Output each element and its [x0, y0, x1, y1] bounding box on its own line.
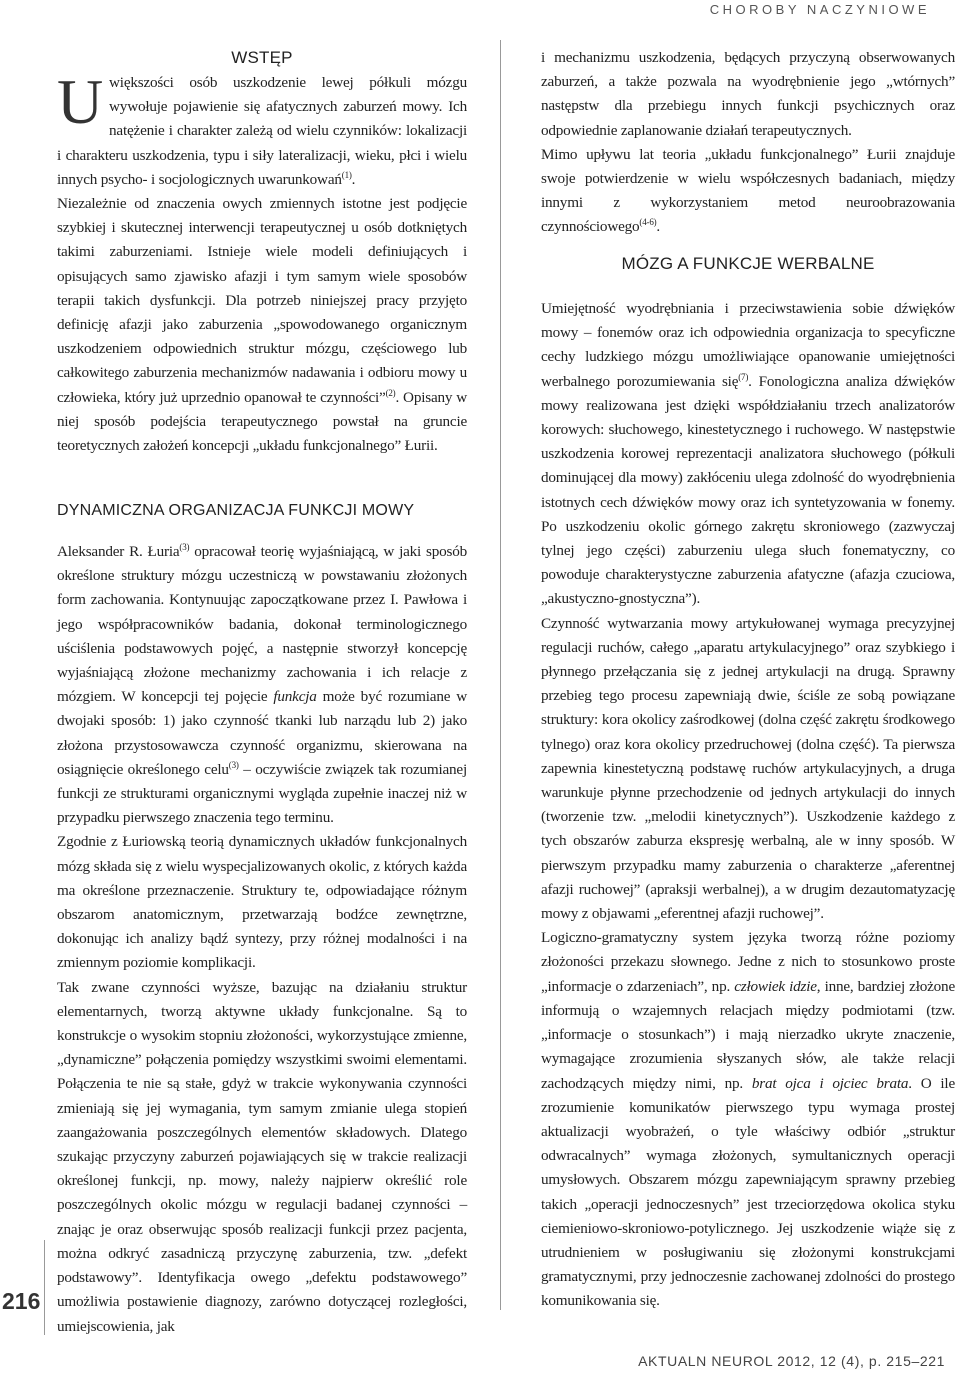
- continued-text: [541, 46, 955, 240]
- paragraph: Umiejętność wyodrębniania i przeciwstawienia sobie dźwięków mowy – fonemów oraz ich odpowiednia organizacja to specyficzne cechy ludzkiego mózgu umożliwiające opanowanie umiejętności werbalnego porozumiewania się$^{(7)}$. Fonologiczna analiza dźwięków mowy realizowana jest dzięki współdziałaniu trzech analizatorów korowych: słuchowego, kinestetycznego i ruchowego. W następstwie uszkodzenia korowej reprezentacji analizatora słuchowego (półkuli dominującej dla mowy) zakłóceniu ulega zdolność do wyodrębnienia istotnych cech dźwięków mowy oraz ich syntetyzowania w fonemy. Po uszkodzeniu okolic górnego zakrętu skroniowego (zazwyczaj tylnej jego części) zaburzeniu ulega słuch fonematyczny, co powoduje charakterystyczne zaburzenia afatyczne (afazja czuciowa, „akustyczno-gnostyczna”).: [541, 300, 956, 608]
- paragraph: Logiczno-gramatyczny system języka tworzą różne poziomy złożoności przekazu słownego. Jedne z nich to stosunkowo proste „informacje o zdarzeniach”, np. człowiek idzie, inne, bardziej złożone informują o wzajemnych relacjach między podmiotami (tzw. „informacje o stosunkach”) i mają nierzadko ukryte znaczenie, wymagające zrozumienia słyszanych słów, ale także relacji zachodzących między nimi, np. brat ojca i ojciec brata. O ile zrozumienie komunikatów pierwszego typu wymaga prostej aktualizacji wyobrażeń, o tyle właściwy odbiór „struktur odwracalnych” wymaga złożonych, symultanicznych operacji umysłowych. Obszarem mózgu zapewniającym sprawny przebieg takich „operacji jednoczesnych” jest trzeciorzędowa okolica styku ciemieniowo-skroniowo-potylicznego. Jej uszkodzenie wiąże się z utrudnieniem w posługiwaniu się złożonymi konstrukcjami gramatycznymi, przy jednoczesnie zachowanej zdolności do prostego komunikowania się.: [541, 929, 955, 1310]
- heading-intro: WSTĘP: [231, 48, 293, 67]
- drop-cap: U: [57, 66, 104, 137]
- journal-citation-footer: AKTUALN NEUROL 2012, 12 (4), p. 215–221: [638, 1353, 945, 1369]
- paragraph: Czynność wytwarzania mowy artykułowanej wymaga precyzyjnej regulacji ruchów, całego „aparatu artykulacyjnego” oraz szybkiego i płynnego przełączania się z jednej artykulacji na drugą. Sprawny przebieg tego procesu zapewniają dwie, ściśle ze sobą powiązane struktury: kora okolicy zaśrodkowej (dolna część zakrętu środkowego tylnego) oraz kora okolicy przedruchowej (dolna część). Ta pierwsza zapewnia kinestetyczną podstawę ruchów artykulacyjnych, a druga warunkuje płynne przechodzenie od jednych artykulacji do innych (tworzenie tzw. „melodii kinetycznych”). Uszkodzenie każdego z tych obszarów zaburza ekspresję werbalną, ale w inny sposób. W pierwszym przypadku mamy zaburzenia o charakterze „aferentnej afazji ruchowej” (apraksji werbalnej), a w drugim dezautomatyzację mowy z objawami „eferentnej afazji ruchowej”.: [541, 614, 955, 923]
- paragraph: Aleksander R. Łuria$^{(3)}$ opracował teorię wyjaśniającą, w jaki sposób określone struktury mózgu uczestniczą w powstawaniu złożonych form zachowania. Kontynuując zapoczątkowane przez I. Pawłowa i jego współpracowników badania, dokonał terminologicznego uściślenia podstawowych pojęć, a następnie stworzył koncepcję wyjaśniającą złożone mechanizmy zachowania i ich relacje z mózgiem. W koncepcji tej pojęcie funkcja może być rozumiane w dwojaki sposób: 1) jako czynność tkanki lub narządu lub 2) jako złożona przystosowawcza czynność organizmu, skierowana na osiągnięcie określonego celu$^{(3)}$ – oczywiście związek tak rozumianej funkcji ze strukturami organicznymi wygląda zupełnie inaczej niż w przypadku pierwszego znaczenia tego terminu.: [57, 541, 467, 827]
- reference: (7): [738, 371, 749, 382]
- reference: (4-6): [639, 217, 657, 228]
- page-number: 216: [2, 1288, 41, 1314]
- margin-rule: [44, 1240, 45, 1335]
- reference: (3): [228, 759, 239, 770]
- paragraph: Uwiększości osób uszkodzenie lewej półkuli mózgu wywołuje pojawienie się afatycznych zaburzeń mowy. Ich natężenie i charakter zależą od wielu czynników: lokalizacji i charakteru uszkodzenia, typu i siły lateralizacji, wieku, płci i wielu innych psycho- i socjologicznych uwarunkowań$^{(1)}$.: [57, 66, 467, 188]
- paragraph: Niezależnie od znaczenia owych zmiennych istotne jest podjęcie szybkiej i skutecznej interwencji terapeutycznej u osób dotkniętych takimi zaburzeniami. Istnieje wiele modeli definiujących i opisujących samo zjawisko afazji i tym samym wiele sposobów terapii takich dysfunkcji. Dla potrzeb niniejszej pracy przyjęto definicję afazji jako zaburzenia „spowodowanego organicznym uszkodzeniem odpowiednich struktur mózgu, częściowego lub całkowitego zaburzenia mechanizmów nadawania i odbioru mowy u człowieka, który już uprzednio opanował te czynności”$^{(2)}$. Opisany w niej sposób podejścia terapeutycznego powstał na gruncie teoretycznych założeń koncepcji „układu funkcjonalnego” Łurii.: [57, 195, 468, 455]
- reference: (3): [179, 541, 190, 552]
- heading-dynamic-organization: DYNAMICZNA ORGANIZACJA FUNKCJI MOWY: [57, 502, 415, 519]
- paragraph: Mimo upływu lat teoria „układu funkcjonalnego” Łurii znajduje swoje potwierdzenie w wielu współczesnych badaniach, między innymi z wykorzystaniem metod neuroobrazowania czynnościowego$^{(4-6)}$.: [541, 145, 955, 236]
- paragraph: Zgodnie z Łuriowską teorią dynamicznych układów funkcjonalnych mózg składa się z wielu wyspecjalizowanych okolic, z których każda ma określone przeznaczenie. Struktury te, odpowiadające różnym obszarom anatomicznym, przetwarzają bodźce zewnętrzne, dokonując ich analizy bądź syntezy, przy różnej modalności i na zmiennym poziomie komplikacji.: [57, 833, 467, 972]
- dynamic-organization-text: [57, 540, 467, 1339]
- running-head: CHOROBY NACZYNIOWE: [709, 2, 930, 17]
- reference: (2): [385, 387, 396, 398]
- paragraph: Tak zwane czynności wyższe, bazując na działaniu struktur elementarnych, tworzą aktywne układy funkcjonalne. Są to konstrukcje o wysokim stopniu złożoności, wykorzystujące zmienne, „dynamiczne” połączenia pomiędzy wszystkimi swoimi elementami. Połączenia te nie są stałe, gdyż w trakcie wykonywania czynności zmieniają się jej wymagania, tym samym zmianie ulega stopień zaangażowania poszczególnych elementów składowych. Dlatego szukając przyczyny zaburzeń pojawiających się w trakcie realizacji określonej funkcji, np. mowy, należy najpierw określić role poszczególnych okolic mózgu w regulacji badanej czynności – znając je oraz obserwując sposób realizacji funkcji przez pacjenta, można odkryć zasadniczą przyczynę zaburzenia, tzw. „defekt podstawowy”. Identyfikacja owego „defektu podstawowego” umożliwia postawienie diagnozy, zarówno dotyczącej rozległości, umiejscowienia, jak: [57, 978, 467, 1335]
- column-divider: [500, 40, 501, 1310]
- heading-brain-verbal: MÓZG A FUNKCJE WERBALNE: [621, 254, 875, 273]
- reference: (1): [341, 169, 352, 180]
- intro-text: [57, 66, 468, 458]
- paragraph: i mechanizmu uszkodzenia, będących przyczyną obserwowanych zaburzeń, a także pozwala na wyodrębnienie jego „wtórnych” następstw dla przebiegu innych funkcji psychicznych oraz odpowiednie zaplanowanie działań terapeutycznych.: [541, 49, 955, 139]
- brain-verbal-text: [541, 297, 955, 1314]
